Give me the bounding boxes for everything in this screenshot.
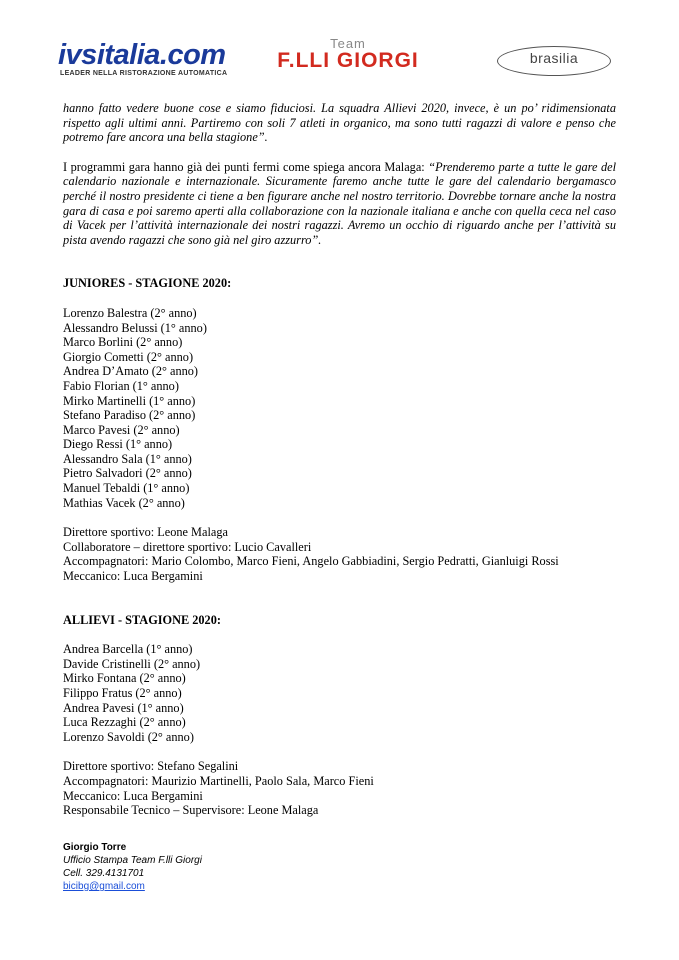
list-item: Mathias Vacek (2° anno) bbox=[63, 495, 185, 510]
juniores-staff-list bbox=[63, 525, 616, 583]
staff-line: Accompagnatori: Mario Colombo, Marco Fieni, Angelo Gabbiadini, Sergio Pedratti, Gianluigi Rossi bbox=[63, 554, 559, 569]
juniores-athlete-list bbox=[63, 306, 616, 510]
team-giorgi-logo bbox=[262, 38, 434, 78]
team-giorgi-logo-name: F.LLI GIORGI bbox=[277, 49, 419, 72]
allievi-section-title: ALLIEVI - STAGIONE 2020: bbox=[63, 612, 221, 627]
list-item: Andrea Barcella (1° anno) bbox=[63, 642, 193, 657]
ivsitalia-logo-tagline: LEADER NELLA RISTORAZIONE AUTOMATICA bbox=[60, 70, 228, 77]
list-item: Davide Cristinelli (2° anno) bbox=[63, 656, 201, 671]
signature-block bbox=[63, 841, 202, 893]
ivsitalia-logo bbox=[58, 41, 238, 83]
signature-role: Ufficio Stampa Team F.lli Giorgi bbox=[63, 855, 202, 866]
programs-paragraph bbox=[63, 160, 616, 248]
list-item: Mirko Martinelli (1° anno) bbox=[63, 393, 196, 408]
staff-line: Direttore sportivo: Leone Malaga bbox=[63, 525, 228, 540]
list-item: Alessandro Sala (1° anno) bbox=[63, 451, 192, 466]
list-item: Giorgio Cometti (2° anno) bbox=[63, 349, 194, 364]
staff-line: Responsabile Tecnico – Supervisore: Leone Malaga bbox=[63, 803, 319, 818]
list-item: Andrea D’Amato (2° anno) bbox=[63, 364, 199, 379]
list-item: Marco Borlini (2° anno) bbox=[63, 335, 183, 350]
list-item: Diego Ressi (1° anno) bbox=[63, 437, 173, 452]
brasilia-logo-text: brasilia bbox=[529, 50, 579, 66]
list-item: Andrea Pavesi (1° anno) bbox=[63, 700, 184, 715]
email-link[interactable]: bicibg@gmail.com bbox=[63, 881, 145, 892]
list-item: Luca Rezzaghi (2° anno) bbox=[63, 715, 186, 730]
staff-line: Meccanico: Luca Bergamini bbox=[63, 788, 203, 803]
staff-line: Meccanico: Luca Bergamini bbox=[63, 569, 203, 584]
list-item: Stefano Paradiso (2° anno) bbox=[63, 408, 196, 423]
ivsitalia-logo-text: ivsitalia.com bbox=[58, 39, 226, 71]
list-item: Alessandro Belussi (1° anno) bbox=[63, 320, 207, 335]
list-item: Mirko Fontana (2° anno) bbox=[63, 671, 186, 686]
document-body bbox=[63, 101, 616, 818]
staff-line: Accompagnatori: Maurizio Martinelli, Paolo Sala, Marco Fieni bbox=[63, 773, 374, 788]
list-item: Filippo Fratus (2° anno) bbox=[63, 686, 182, 700]
brasilia-logo bbox=[497, 46, 611, 76]
list-item: Marco Pavesi (2° anno) bbox=[63, 422, 180, 437]
list-item: Manuel Tebaldi (1° anno) bbox=[63, 481, 190, 496]
staff-line: Direttore sportivo: Stefano Segalini bbox=[63, 759, 239, 774]
list-item: Lorenzo Savoldi (2° anno) bbox=[63, 729, 194, 744]
programs-quote: “Prenderemo parte a tutte le gare del calendario nazionale e internazionale. Sicuramente faremo anche tutte le gare del calendario bergamasco perché il nostro presidente ci tiene a ben figurare anche nel nostro territorio. Dovrebbe tornare anche la nostra gara di casa e poi saremo aperti alla collaborazione con la nazionale italiana e anche con quella ceca nel caso di Vacek per l’attività internazionale dei nostri ragazzi. Avremo un occhio di riguardo anche per l’attività su pista avendo ragazzi che sono già nel giro azzurro”. bbox=[63, 159, 616, 247]
staff-line: Collaboratore – direttore sportivo: Lucio Cavalleri bbox=[63, 539, 312, 554]
signature-name: Giorgio Torre bbox=[63, 842, 127, 853]
team-giorgi-logo-team: Team bbox=[330, 36, 366, 51]
list-item: Lorenzo Balestra (2° anno) bbox=[63, 305, 197, 320]
page-header bbox=[0, 0, 679, 95]
juniores-section-title: JUNIORES - STAGIONE 2020: bbox=[63, 276, 232, 291]
list-item: Fabio Florian (1° anno) bbox=[63, 378, 179, 393]
intro-quote-paragraph: hanno fatto vedere buone cose e siamo fiduciosi. La squadra Allievi 2020, invece, è un po’ ridimensionata rispetto agli ultimi anni. Partiremo con soli 7 atleti in organico, ma sono tutti ragazzi di valore e penso che potremo fare ancora una bella stagione”. bbox=[63, 101, 616, 145]
signature-phone: Cell. 329.4131701 bbox=[63, 868, 145, 879]
programs-lead: I programmi gara hanno già dei punti fermi come spiega ancora Malaga: bbox=[63, 159, 429, 174]
list-item: Pietro Salvadori (2° anno) bbox=[63, 466, 192, 481]
allievi-athlete-list bbox=[63, 642, 616, 744]
allievi-staff-list bbox=[63, 759, 616, 817]
